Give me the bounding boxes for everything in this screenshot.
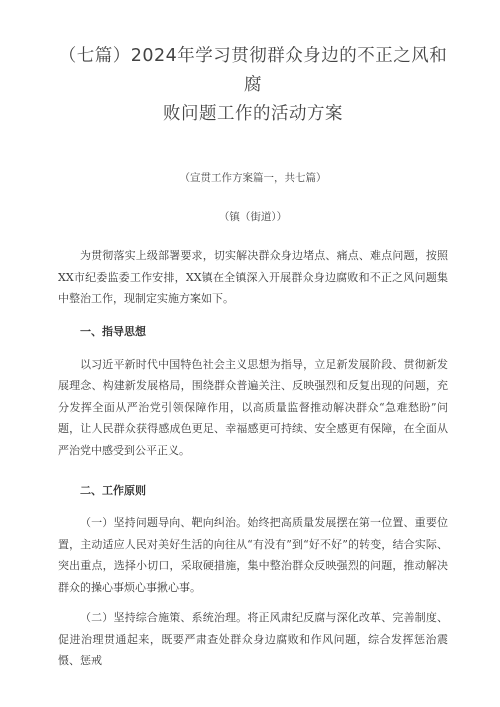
document-issuer: （镇（街道）） bbox=[218, 211, 288, 223]
document-subtitle: （宣贯工作方案篇一，共七篇） bbox=[179, 172, 327, 184]
section-heading-work-principles: 二、工作原则 bbox=[80, 484, 146, 497]
principle-paragraph-1: （一）坚持问题导向、靶向纠治。始终把高质量发展摆在第一位置、重要位置，主动适应人民对美好生活的向往从“有没有”到“好不好”的转变，结合实际、突出重点，选择小切口，采取硬措施，集中整治群众反映强烈的问题，推动解决群众的操心事烦心事揪心事。 bbox=[58, 516, 448, 594]
guiding-ideology-paragraph: 以习近平新时代中国特色社会主义思想为指导，立足新发展阶段、贯彻新发展理念、构建新发展格局，围绕群众普遍关注、反映强烈和反复出现的问题，充分发挥全面从严治党引领保障作用，以高质量监督推动解决群众“急难愁盼”问题，让人民群众获得感成色更足、幸福感更可持续、安全感更有保障，在全面从严治党中感受到公平正义。 bbox=[58, 357, 448, 457]
document-title-line-1: （七篇）2024年学习贯彻群众身边的不正之风和腐 bbox=[58, 46, 448, 95]
document-title-line-2: 败问题工作的活动方案 bbox=[163, 104, 343, 124]
principle-paragraph-2: （二）坚持综合施策、系统治理。将正风肃纪反腐与深化改革、完善制度、促进治理贯通起来，既要严肃查处群众身边腐败和作风问题，综合发挥惩治震慑、惩戒 bbox=[58, 611, 448, 667]
section-heading-guiding-ideology: 一、指导思想 bbox=[80, 324, 146, 338]
document-title bbox=[58, 0, 448, 129]
intro-paragraph: 为贯彻落实上级部署要求，切实解决群众身边堵点、痛点、难点问题，按照XX市纪委监委工作安排，XX镇在全镇深入开展群众身边腐败和不正之风问题集中整治工作，现制定实施方案如下。 bbox=[58, 249, 448, 305]
